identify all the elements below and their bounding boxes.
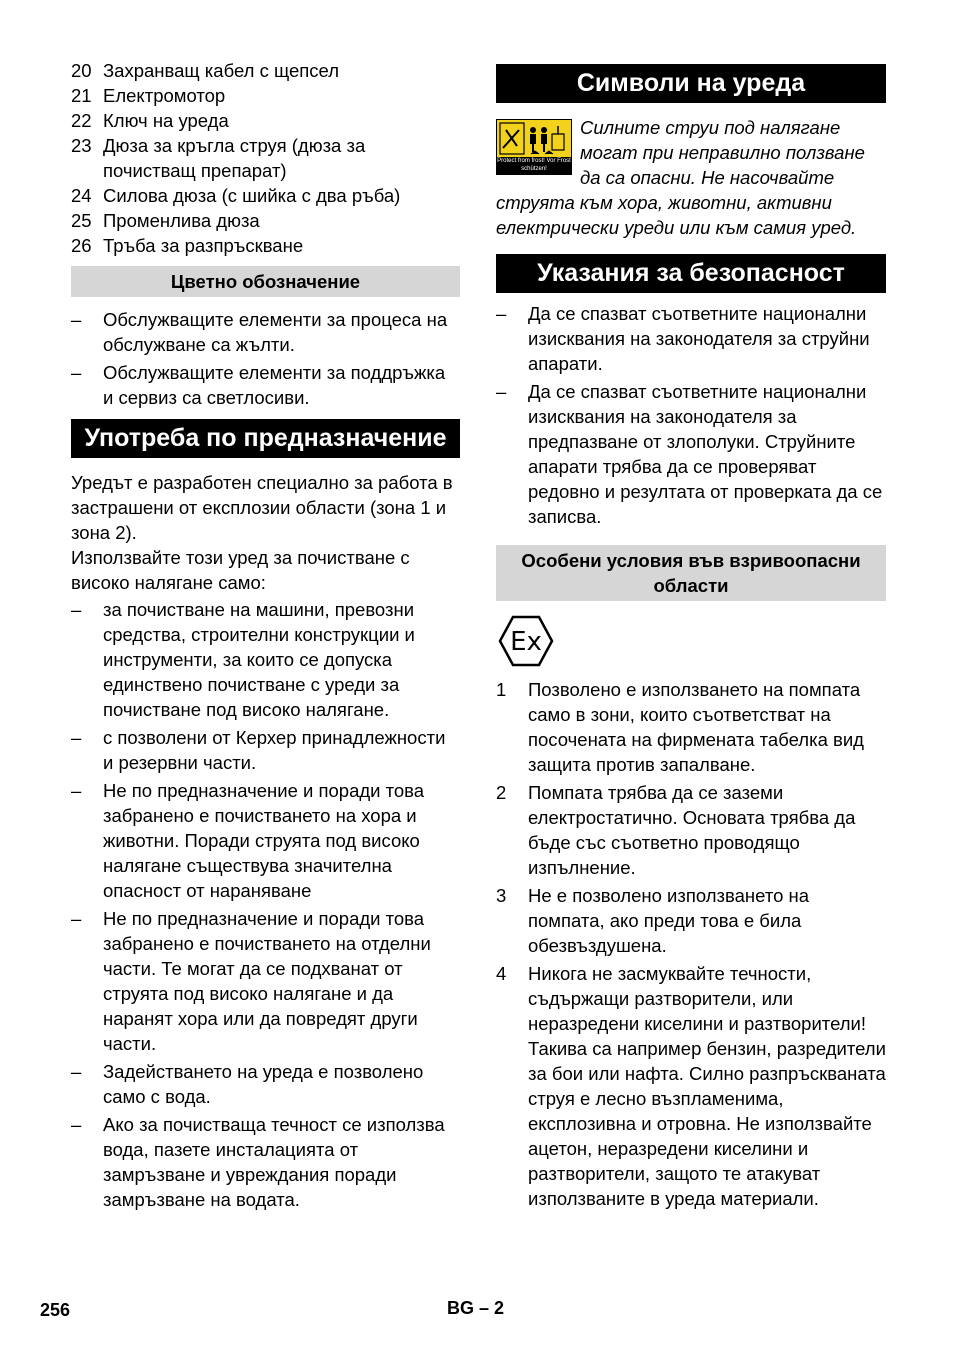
list-item: 21 Електромотор <box>71 85 226 106</box>
list-item: – Задействането на уреда е позволено само с вода. <box>71 1061 424 1107</box>
frost-warning-label: Protect from frost! Vor Frost schützen! <box>497 158 571 172</box>
list-item: 3 Не е позволено използването на помпата, ако преди това е била обезвъздушена. <box>496 885 810 956</box>
intended-use-paragraph: Използвайте този уред за почистване с високо налягане само: <box>71 547 410 593</box>
intended-use-list <box>71 597 460 1212</box>
list-item: 4 Никога не засмуквайте течности, съдържащи разтворители, или неразредени киселини и разтворители! Такива са например бензин, разредители за бои или нафта. Силно разпръскваната струя е лесно възпламенима, експлозивна и отровна. Не използвайте ацетон, неразредени киселини и разтворители, защото те атакуват използваните в уреда материали. <box>496 963 886 1209</box>
intended-use-paragraph: Уредът е разработен специално за работа в застрашени от експлозии области (зона 1 и зона 2). <box>71 472 453 543</box>
list-item: – Обслужващите елементи за поддръжка и сервиз са светлосиви. <box>71 362 446 408</box>
ex-label: Ex <box>510 627 542 657</box>
list-item: – за почистване на машини, превозни средства, строителни конструкции и инструменти, за които се допуска единствено почистване с уреди за почистване под високо налягане. <box>71 599 415 720</box>
list-item: – Не по предназначение и поради това забранено е почистването на хора и животни. Поради струята под високо налягане съществува значителна опасност от нараняване <box>71 780 425 901</box>
color-coding-list <box>71 307 460 410</box>
list-item: 25 Променлива дюза <box>71 210 260 231</box>
parts-list <box>71 58 460 258</box>
list-item: 23 Дюза за кръгла струя (дюза за почистващ препарат) <box>71 135 366 181</box>
list-item: 22 Ключ на уреда <box>71 110 229 131</box>
symbol-description: Силните струи под налягане могат при неправилно ползване да са опасни. Не насочвайте струята към хора, животни, активни електрически уреди или към самия уред. <box>496 117 865 238</box>
intended-use-heading: Употреба по предназначение <box>71 419 460 458</box>
explosive-areas-list <box>496 677 886 1211</box>
list-item: 24 Силова дюза (с шийка с два ръба) <box>71 185 401 206</box>
list-item: – Не по предназначение и поради това забранено е почистването на отделни части. Те могат да се подхванат от струята под високо налягане и да наранят хора или да повредят други части. <box>71 908 431 1054</box>
color-coding-heading: Цветно обозначение <box>71 266 460 297</box>
safety-list <box>496 301 886 529</box>
warning-pictogram-icon <box>497 120 570 158</box>
list-item: 20 Захранващ кабел с щепсел <box>71 60 339 81</box>
ex-hexagon-icon <box>498 615 886 673</box>
list-item: 26 Тръба за разпръскване <box>71 235 304 256</box>
list-item: – Да се спазват съответните национални изисквания на законодателя за предпазване от злополуки. Струйните апарати трябва да се проверяват редовно и резултата от проверката да се записва. <box>496 381 883 527</box>
list-item: 2 Помпата трябва да се заземи електростатично. Основата трябва да бъде със съответно проводящо изпълнение. <box>496 782 856 878</box>
list-item: – Да се спазват съответните национални изисквания на законодателя за струйни апарати. <box>496 303 870 374</box>
symbol-block <box>496 115 886 240</box>
warning-label-icon <box>496 119 572 175</box>
language-page-code: BG – 2 <box>447 1298 505 1318</box>
list-item: – Ако за почистваща течност се използва вода, пазете инсталацията от замръзване и увреждания поради замръзване на водата. <box>71 1114 445 1210</box>
list-item: 1 Позволено е използването на помпата само в зони, които съответстват на посочената на фирмената табелка вид защита против запалване. <box>496 679 864 775</box>
list-item: – Обслужващите елементи за процеса на обслужване са жълти. <box>71 309 448 355</box>
list-item: – с позволени от Керхер принадлежности и резервни части. <box>71 727 446 773</box>
right-column <box>496 64 886 1214</box>
left-column <box>71 58 460 1215</box>
safety-heading: Указания за безопасност <box>496 254 886 293</box>
page-number: 256 <box>40 1300 71 1320</box>
explosive-areas-heading: Особени условия във взривоопасни области <box>496 545 886 601</box>
device-symbols-heading: Символи на уреда <box>496 64 886 103</box>
